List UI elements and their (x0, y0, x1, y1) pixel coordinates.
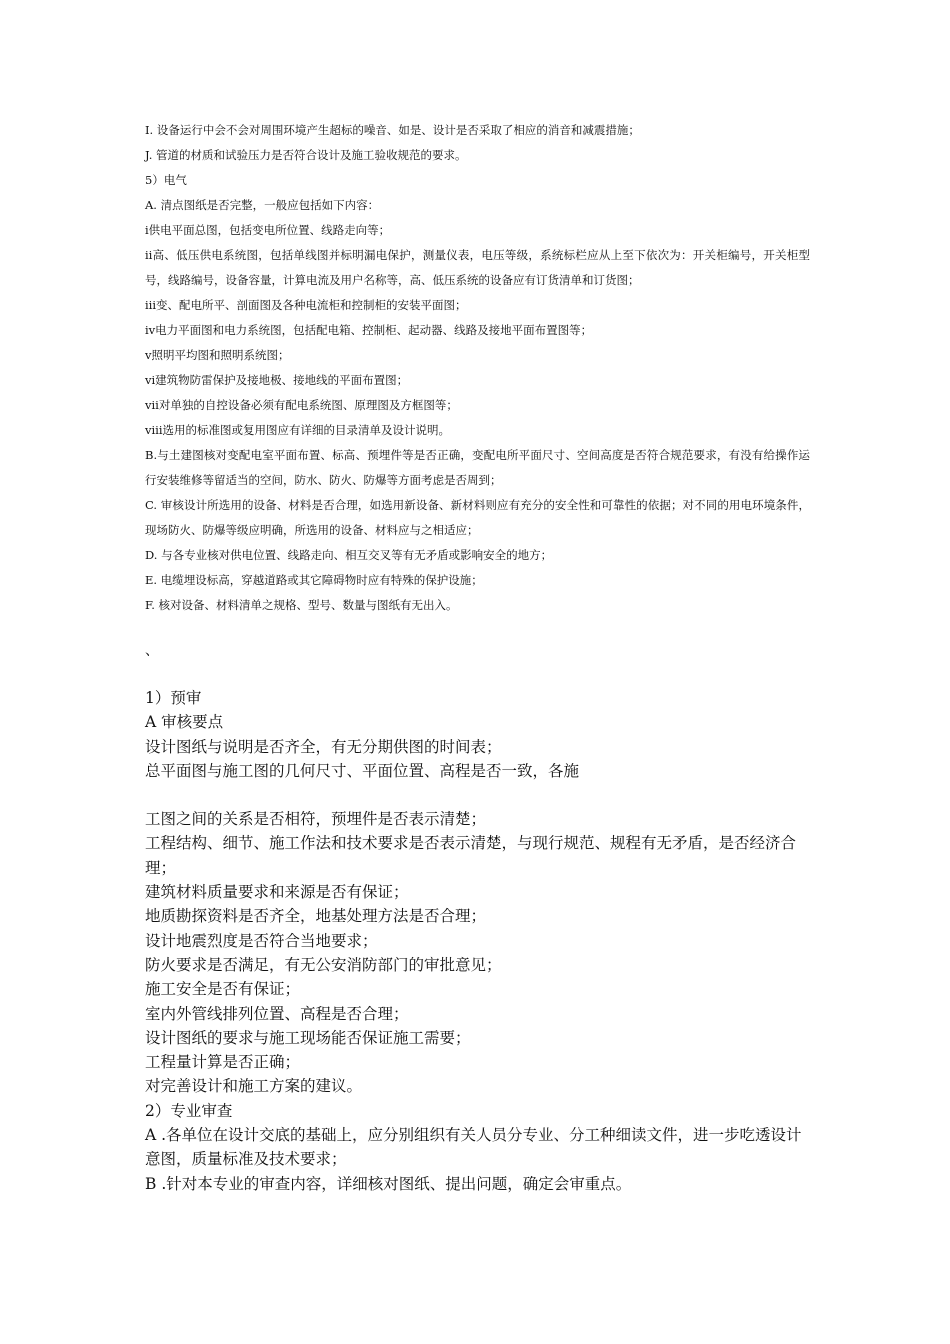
section-heading: 1）预审 (145, 689, 202, 707)
list-item: ⅳ电力平面图和电力系统图，包括配电箱、控制柜、起动器、线路及接地平面布置图等； (145, 323, 593, 337)
paragraph: J. 管道的材质和试验压力是否符合设计及施工验收规范的要求。 (145, 148, 467, 162)
paragraph: 对完善设计和施工方案的建议。 (145, 1077, 363, 1096)
paragraph: 建筑材料质量要求和来源是否有保证； (145, 883, 409, 902)
paragraph: 工图之间的关系是否相符，预埋件是否表示清楚； (145, 810, 487, 829)
paragraph: C. 审核设计所选用的设备、材料是否合理，如选用新设备、新材料则应有充分的安全性和可靠性的依据；对不同的用电环境条件，现场防火、防爆等级应明确，所选用的设备、材料应与之相适应； (145, 498, 810, 537)
paragraph: 工程量计算是否正确； (145, 1053, 301, 1072)
list-item: ⅴ照明平均图和照明系统图； (145, 348, 290, 362)
paragraph: D. 与各专业核对供电位置、线路走向、相互交叉等有无矛盾或影响安全的地方； (145, 548, 553, 562)
list-item: ⅱ高、低压供电系统图，包括单线图并标明漏电保护，测量仪表，电压等级，系统标栏应从上至下依次为：开关柜编号，开关柜型号，线路编号，设备容量，计算电流及用户名称等，高、低压系统的设备应有订货清单和订货图； (145, 248, 810, 287)
stray-mark: 、 (145, 643, 159, 659)
list-item: ⅲ变、配电所平、剖面图及各种电流柜和控制柜的安装平面图； (145, 298, 467, 312)
paragraph: 工程结构、细节、施工作法和技术要求是否表示清楚，与现行规范、规程有无矛盾，是否经济合理； (145, 834, 797, 877)
paragraph: B .针对本专业的审查内容，详细核对图纸、提出问题，确定会审重点。 (145, 1174, 632, 1193)
list-item: ⅵ建筑物防雷保护及接地极、接地线的平面布置图； (145, 373, 409, 387)
subheading: A 审核要点 (145, 713, 224, 732)
list-item: ⅷ选用的标准图或复用图应有详细的目录清单及设计说明。 (145, 423, 451, 437)
paragraph: 设计图纸的要求与施工现场能否保证施工需要； (145, 1028, 471, 1047)
electrical-review-section (145, 118, 810, 618)
paragraph: 总平面图与施工图的几何尺寸、平面位置、高程是否一致，各施 (145, 761, 580, 780)
paragraph: A .各单位在设计交底的基础上，应分别组织有关人员分专业、分工种细读文件，进一步吃透设计意图，质量标准及技术要求； (145, 1126, 802, 1169)
paragraph: 室内外管线排列位置、高程是否合理； (145, 1004, 409, 1023)
paragraph: F. 核对设备、材料清单之规格、型号、数量与图纸有无出入。 (145, 598, 458, 612)
paragraph: 防火要求是否满足，有无公安消防部门的审批意见； (145, 955, 502, 974)
list-item: ⅶ对单独的自控设备必须有配电系统图、原理图及方框图等； (145, 398, 458, 412)
paragraph: 地质勘探资料是否齐全，地基处理方法是否合理； (145, 907, 487, 926)
pre-review-section (145, 686, 810, 1196)
paragraph: A. 清点图纸是否完整，一般应包括如下内容： (145, 198, 380, 212)
section-heading: 2）专业审查 (145, 1101, 233, 1120)
paragraph: B.与土建图核对变配电室平面布置、标高、预埋件等是否正确，变配电所平面尺寸、空间高度是否符合规范要求，有没有给操作运行安装维修等留适当的空间，防水、防火、防爆等方面考虑是否周到； (145, 448, 810, 487)
paragraph: 设计地震烈度是否符合当地要求； (145, 931, 378, 950)
paragraph: I. 设备运行中会不会对周围环境产生超标的噪音、如是、设计是否采取了相应的消音和减震措施； (145, 123, 640, 137)
paragraph: E. 电缆埋设标高，穿越道路或其它障碍物时应有特殊的保护设施； (145, 573, 483, 587)
paragraph: 设计图纸与说明是否齐全，有无分期供图的时间表； (145, 737, 502, 756)
list-item: ⅰ供电平面总图，包括变电所位置、线路走向等； (145, 223, 391, 237)
blank-line (145, 783, 810, 807)
section-heading: 5）电气 (145, 173, 187, 187)
paragraph: 施工安全是否有保证； (145, 980, 301, 999)
